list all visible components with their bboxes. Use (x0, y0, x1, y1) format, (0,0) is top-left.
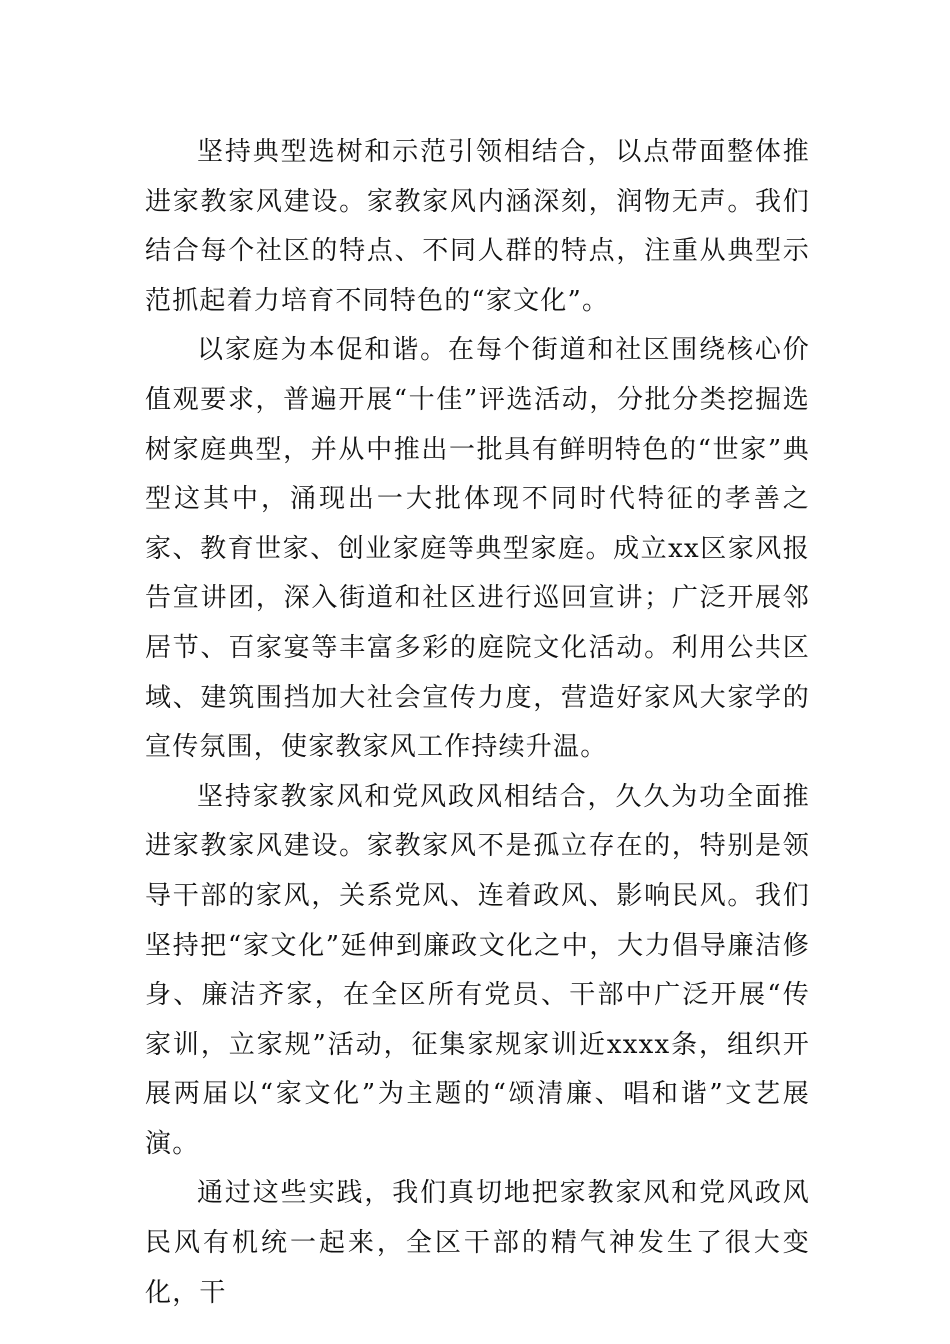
paragraph-4: 通过这些实践，我们真切地把家教家风和党风政风民风有机统一起来，全区干部的精气神发生了很大变化，干 (145, 1178, 810, 1308)
paragraph-2: 以家庭为本促和谐。在每个街道和社区围绕核心价值观要求，普遍开展“十佳”评选活动，分批分类挖掘选树家庭典型，并从中推出一批具有鲜明特色的“世家”典型这其中，涌现出一大批体现不同时代特征的孝善之家、教育世家、创业家庭等典型家庭。成立xx区家风报告宣讲团，深入街道和社区进行巡回宣讲；广泛开展邻居节、百家宴等丰富多彩的庭院文化活动。利用公共区域、建筑围挡加大社会宣传力度，营造好家风大家学的宣传氛围，使家教家风工作持续升温。 (145, 335, 810, 763)
document-body (145, 128, 810, 1318)
paragraph-3: 坚持家教家风和党风政风相结合，久久为功全面推进家教家风建设。家教家风不是孤立存在的，特别是领导干部的家风，关系党风、连着政风、影响民风。我们坚持把“家文化”延伸到廉政文化之中，大力倡导廉洁修身、廉洁齐家，在全区所有党员、干部中广泛开展“传家训，立家规”活动，征集家规家训近xxxx条，组织开展两届以“家文化”为主题的“颂清廉、唱和谐”文艺展演。 (145, 781, 810, 1159)
paragraph-1: 坚持典型选树和示范引领相结合，以点带面整体推进家教家风建设。家教家风内涵深刻，润物无声。我们结合每个社区的特点、不同人群的特点，注重从典型示范抓起着力培育不同特色的“家文化”。 (145, 137, 810, 316)
